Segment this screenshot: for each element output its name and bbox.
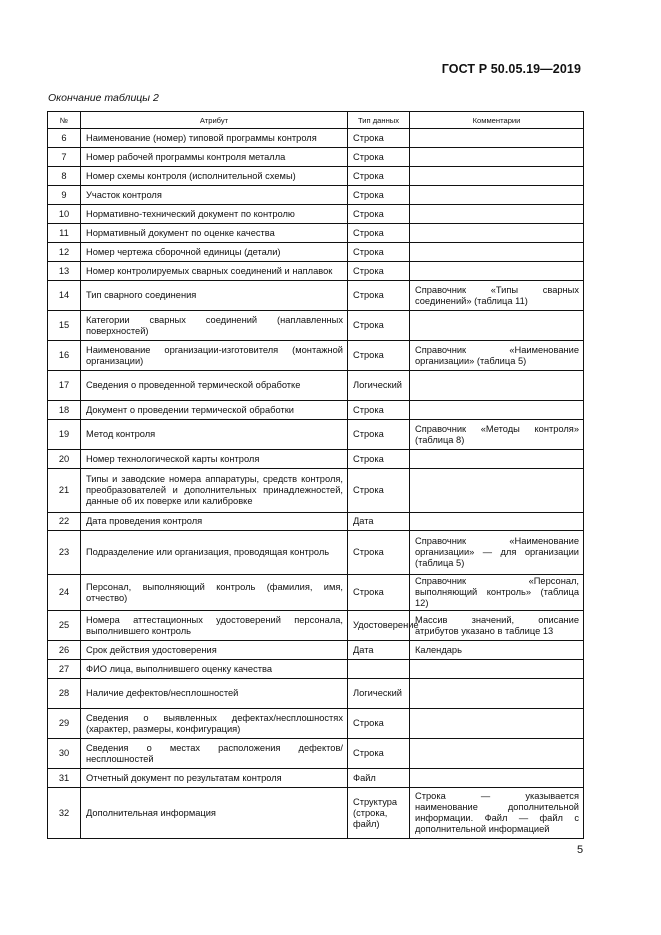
row-data-type: Строка: [348, 469, 410, 513]
row-number: 10: [48, 205, 81, 224]
table-row: [48, 660, 584, 679]
column-header-comments: Комментарии: [410, 112, 584, 129]
row-attribute: Наличие дефектов/несплошностей: [81, 679, 348, 709]
row-comment: Календарь: [410, 641, 584, 660]
row-data-type: Строка: [348, 224, 410, 243]
row-comment: [410, 243, 584, 262]
table-row: [48, 575, 584, 611]
row-number: 21: [48, 469, 81, 513]
row-comment: [410, 469, 584, 513]
table-caption: Окончание таблицы 2: [48, 92, 159, 104]
row-data-type: Дата: [348, 641, 410, 660]
page-number: 5: [577, 844, 584, 856]
table-row: [48, 611, 584, 641]
row-attribute: Номер рабочей программы контроля металла: [81, 148, 348, 167]
table-row: [48, 262, 584, 281]
row-comment: Справочник «Типы сварных соединений» (таблица 11): [410, 281, 584, 311]
column-header-data-type: Тип данных: [348, 112, 410, 129]
row-number: 12: [48, 243, 81, 262]
row-number: 24: [48, 575, 81, 611]
table-row: [48, 129, 584, 148]
row-number: 26: [48, 641, 81, 660]
table-row: [48, 420, 584, 450]
table-header-row: [48, 112, 584, 129]
table-row: [48, 148, 584, 167]
row-data-type: Строка: [348, 281, 410, 311]
row-comment: [410, 311, 584, 341]
table-row: [48, 186, 584, 205]
row-data-type: Строка: [348, 401, 410, 420]
row-comment: [410, 450, 584, 469]
row-number: 31: [48, 769, 81, 788]
row-attribute: Номер контролируемых сварных соединений и наплавок: [81, 262, 348, 281]
table-row: [48, 469, 584, 513]
row-number: 11: [48, 224, 81, 243]
table-row: [48, 243, 584, 262]
attributes-table: [47, 111, 584, 839]
row-data-type: Строка: [348, 420, 410, 450]
row-attribute: Наименование (номер) типовой программы контроля: [81, 129, 348, 148]
row-attribute: Документ о проведении термической обработки: [81, 401, 348, 420]
row-comment: Строка — указывается наименование дополнительной информации. Файл — файл с дополнительной информацией: [410, 788, 584, 839]
row-attribute: Категории сварных соединений (наплавленных поверхностей): [81, 311, 348, 341]
row-data-type: Строка: [348, 311, 410, 341]
table-row: [48, 341, 584, 371]
row-comment: [410, 262, 584, 281]
row-data-type: Строка: [348, 167, 410, 186]
row-number: 27: [48, 660, 81, 679]
table-row: [48, 281, 584, 311]
table-row: [48, 401, 584, 420]
row-number: 19: [48, 420, 81, 450]
table-row: [48, 769, 584, 788]
row-number: 14: [48, 281, 81, 311]
row-data-type: Строка: [348, 531, 410, 575]
row-attribute: Тип сварного соединения: [81, 281, 348, 311]
table-row: [48, 739, 584, 769]
row-number: 20: [48, 450, 81, 469]
row-attribute: Номера аттестационных удостоверений персонала, выполнившего контроль: [81, 611, 348, 641]
row-data-type: Строка: [348, 575, 410, 611]
row-data-type: Строка: [348, 709, 410, 739]
column-header-attribute: Атрибут: [81, 112, 348, 129]
standard-designation: ГОСТ Р 50.05.19—2019: [441, 62, 581, 76]
row-data-type: Строка: [348, 129, 410, 148]
table-row: [48, 450, 584, 469]
row-attribute: Номер чертежа сборочной единицы (детали): [81, 243, 348, 262]
row-comment: [410, 186, 584, 205]
row-attribute: Сведения о выявленных дефектах/несплошностях (характер, размеры, конфигурация): [81, 709, 348, 739]
row-comment: [410, 709, 584, 739]
row-comment: [410, 205, 584, 224]
row-attribute: Сведения о местах расположения дефектов/несплошностей: [81, 739, 348, 769]
row-attribute: Метод контроля: [81, 420, 348, 450]
table-row: [48, 311, 584, 341]
table-row: [48, 641, 584, 660]
row-data-type: Удостоверение: [348, 611, 410, 641]
row-number: 32: [48, 788, 81, 839]
row-data-type: Структура (строка, файл): [348, 788, 410, 839]
table-row: [48, 371, 584, 401]
row-number: 29: [48, 709, 81, 739]
row-data-type: Строка: [348, 341, 410, 371]
row-comment: [410, 167, 584, 186]
row-data-type: Логический: [348, 371, 410, 401]
table-row: [48, 531, 584, 575]
row-data-type: Строка: [348, 243, 410, 262]
row-number: 15: [48, 311, 81, 341]
table-row: [48, 167, 584, 186]
row-number: 23: [48, 531, 81, 575]
row-number: 9: [48, 186, 81, 205]
table-row: [48, 679, 584, 709]
row-comment: [410, 224, 584, 243]
row-data-type: Строка: [348, 262, 410, 281]
row-attribute: Дополнительная информация: [81, 788, 348, 839]
row-attribute: Нормативный документ по оценке качества: [81, 224, 348, 243]
row-number: 6: [48, 129, 81, 148]
row-attribute: Срок действия удостоверения: [81, 641, 348, 660]
table-row: [48, 224, 584, 243]
table-row: [48, 513, 584, 531]
row-comment: [410, 769, 584, 788]
row-attribute: ФИО лица, выполнившего оценку качества: [81, 660, 348, 679]
row-number: 13: [48, 262, 81, 281]
row-attribute: Подразделение или организация, проводящая контроль: [81, 531, 348, 575]
row-number: 18: [48, 401, 81, 420]
table-row: [48, 709, 584, 739]
row-number: 25: [48, 611, 81, 641]
row-comment: [410, 401, 584, 420]
row-data-type: Файл: [348, 769, 410, 788]
row-number: 8: [48, 167, 81, 186]
row-attribute: Наименование организации-изготовителя (монтажной организации): [81, 341, 348, 371]
row-attribute: Персонал, выполняющий контроль (фамилия, имя, отчество): [81, 575, 348, 611]
row-attribute: Сведения о проведенной термической обработке: [81, 371, 348, 401]
row-comment: [410, 129, 584, 148]
row-data-type: Строка: [348, 739, 410, 769]
row-data-type: Дата: [348, 513, 410, 531]
row-comment: Справочник «Наименование организации» (таблица 5): [410, 341, 584, 371]
row-data-type: Логический: [348, 679, 410, 709]
row-data-type: Строка: [348, 186, 410, 205]
row-comment: [410, 513, 584, 531]
row-data-type: Строка: [348, 205, 410, 224]
table-row: [48, 788, 584, 839]
row-attribute: Участок контроля: [81, 186, 348, 205]
row-comment: Массив значений, описание атрибутов указано в таблице 13: [410, 611, 584, 641]
row-comment: [410, 739, 584, 769]
row-attribute: Типы и заводские номера аппаратуры, средств контроля, преобразователей и дополнительных принадлежностей, данные об их поверке или калибровке: [81, 469, 348, 513]
row-comment: Справочник «Методы контроля» (таблица 8): [410, 420, 584, 450]
row-number: 17: [48, 371, 81, 401]
column-header-number: №: [48, 112, 81, 129]
row-data-type: Строка: [348, 148, 410, 167]
row-attribute: Номер схемы контроля (исполнительной схемы): [81, 167, 348, 186]
row-comment: Справочник «Персонал, выполняющий контроль» (таблица 12): [410, 575, 584, 611]
row-attribute: Номер технологической карты контроля: [81, 450, 348, 469]
row-number: 7: [48, 148, 81, 167]
row-attribute: Дата проведения контроля: [81, 513, 348, 531]
row-number: 28: [48, 679, 81, 709]
row-data-type: Строка: [348, 450, 410, 469]
row-comment: [410, 371, 584, 401]
row-comment: [410, 660, 584, 679]
row-comment: [410, 679, 584, 709]
row-attribute: Нормативно-технический документ по контролю: [81, 205, 348, 224]
row-comment: Справочник «Наименование организации» — для организации (таблица 5): [410, 531, 584, 575]
row-number: 16: [48, 341, 81, 371]
table-row: [48, 205, 584, 224]
row-comment: [410, 148, 584, 167]
row-attribute: Отчетный документ по результатам контроля: [81, 769, 348, 788]
row-number: 30: [48, 739, 81, 769]
row-data-type: [348, 660, 410, 679]
row-number: 22: [48, 513, 81, 531]
